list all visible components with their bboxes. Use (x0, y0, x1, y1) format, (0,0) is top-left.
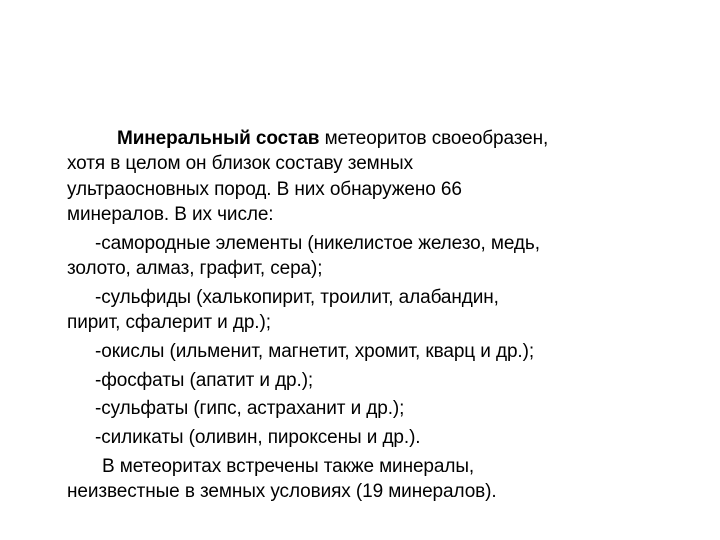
intro-line-1 (67, 126, 677, 151)
closing-line-2: неизвестные в земных условиях (19 минералов). (67, 481, 497, 503)
list-item (67, 285, 677, 336)
list-item (67, 396, 677, 421)
list-item (67, 231, 677, 282)
closing-line-1: В метеоритах встречены также минералы, (102, 456, 475, 478)
list-item-native-elements-line-1: -самородные элементы (никелистое железо, медь, (95, 232, 540, 254)
list-item-native-elements-line-2: золото, алмаз, графит, сера); (67, 257, 323, 279)
list-item (67, 339, 677, 364)
intro-line-2: хотя в целом он близок составу земных (67, 153, 413, 175)
intro-line-3: ультраосновных пород. В них обнаружено 66 (67, 178, 462, 200)
intro-paragraph (67, 126, 677, 227)
list-item-oxides: -окислы (ильменит, магнетит, хромит, кварц и др.); (95, 340, 534, 362)
intro-line-1-rest: метеоритов своеобразен, (319, 128, 549, 149)
list-item (67, 368, 677, 393)
intro-line-4: минералов. В их числе: (67, 203, 274, 225)
list-item-sulfates: -сульфаты (гипс, астраханит и др.); (95, 398, 405, 420)
intro-bold-term: Минеральный состав (117, 128, 320, 149)
list-item-silicates: -силикаты (оливин, пироксены и др.). (95, 427, 421, 449)
list-item (67, 425, 677, 450)
list-item-sulfides-line-1: -сульфиды (халькопирит, троилит, алабандин, (95, 286, 499, 308)
list-item-sulfides-line-2: пирит, сфалерит и др.); (67, 312, 271, 334)
slide-text-block (67, 126, 677, 505)
closing-paragraph (67, 454, 677, 505)
list-item-phosphates: -фосфаты (апатит и др.); (95, 369, 314, 391)
